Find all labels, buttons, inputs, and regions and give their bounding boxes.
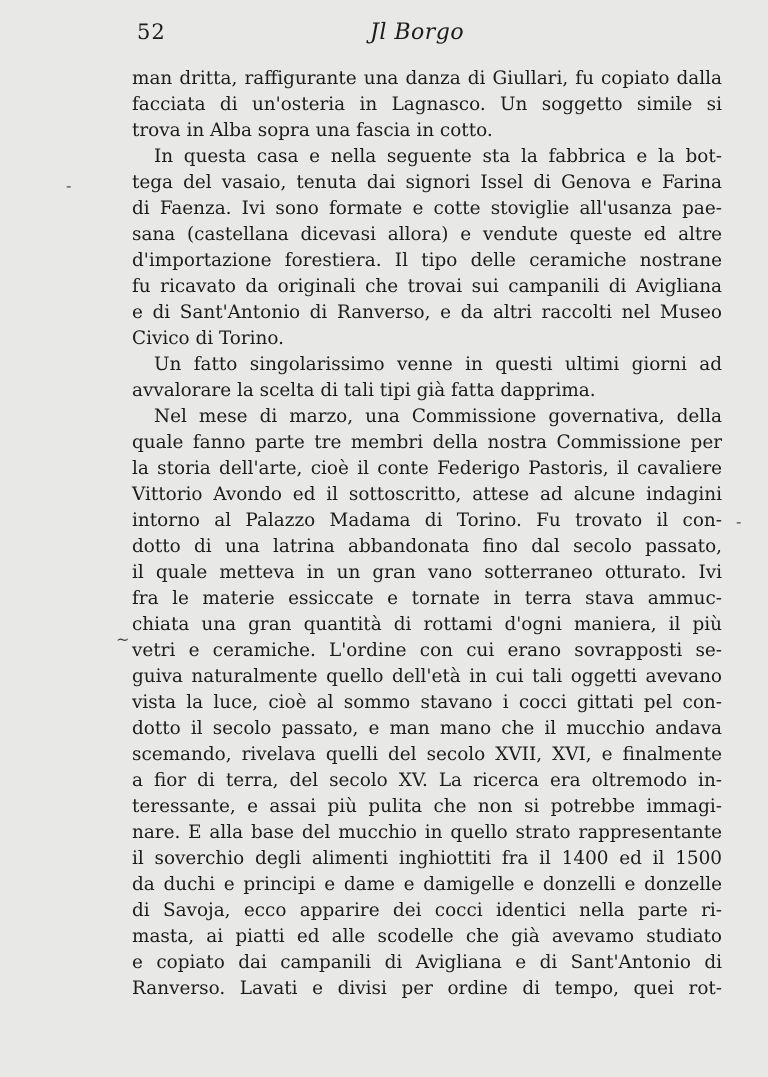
text-line: Civico di Torino. (132, 328, 284, 349)
text-line: la storia dell'arte, cioè il conte Federigo Pastoris, il cavaliere (132, 458, 722, 479)
text-line: da duchi e principi e dame e damigelle e donzelli e donzelle (132, 874, 722, 895)
margin-mark: - (66, 176, 72, 195)
margin-mark: ~ (116, 630, 130, 649)
text-line: avvalorare la scelta di tali tipi già fatta dapprima. (132, 380, 596, 401)
text-line: nare. E alla base del mucchio in quello strato rappresentante (132, 822, 722, 843)
text-line: trova in Alba sopra una fascia in cotto. (132, 120, 493, 141)
text-line: guiva naturalmente quello dell'età in cui tali oggetti avevano (132, 666, 722, 687)
body-text (132, 66, 722, 1002)
text-line: teressante, e assai più pulita che non si potrebbe immagi- (132, 796, 722, 817)
text-line: di Faenza. Ivi sono formate e cotte stoviglie all'usanza pae- (132, 198, 722, 219)
text-line: fra le materie essiccate e tornate in terra stava ammuc- (132, 588, 722, 609)
text-line: facciata di un'osteria in Lagnasco. Un soggetto simile si (132, 94, 722, 115)
running-title: Jl Borgo (370, 20, 465, 45)
text-line: man dritta, raffigurante una danza di Giullari, fu copiato dalla (132, 68, 722, 89)
text-line: d'importazione forestiera. Il tipo delle ceramiche nostrane (132, 250, 722, 271)
text-line: di Savoja, ecco apparire dei cocci identici nella parte ri- (132, 900, 722, 921)
text-line: intorno al Palazzo Madama di Torino. Fu trovato il con- (132, 510, 722, 531)
margin-mark: - (736, 512, 742, 531)
page-number: 52 (137, 20, 166, 44)
text-line: masta, ai piatti ed alle scodelle che già avevamo studiato (132, 926, 722, 947)
text-line: e copiato dai campanili di Avigliana e di Sant'Antonio di (132, 952, 722, 973)
text-line: Vittorio Avondo ed il sottoscritto, attese ad alcune indagini (132, 484, 722, 505)
text-line: a fior di terra, del secolo XV. La ricerca era oltremodo in- (132, 770, 722, 791)
text-line: dotto il secolo passato, e man mano che il mucchio andava (132, 718, 722, 739)
text-line: Ranverso. Lavati e divisi per ordine di tempo, quei rot- (132, 978, 722, 999)
text-line: tega del vasaio, tenuta dai signori Issel di Genova e Farina (132, 172, 722, 193)
text-line: scemando, rivelava quelli del secolo XVII, XVI, e finalmente (132, 744, 722, 765)
text-line: vetri e ceramiche. L'ordine con cui erano sovrapposti se- (132, 640, 722, 661)
text-line: fu ricavato da originali che trovai sui campanili di Avigliana (132, 276, 722, 297)
text-line: il soverchio degli alimenti inghiottiti fra il 1400 ed il 1500 (132, 848, 722, 869)
text-line: In questa casa e nella seguente sta la fabbrica e la bot- (154, 146, 722, 167)
text-line: chiata una gran quantità di rottami d'ogni maniera, il più (132, 614, 722, 635)
text-line: quale fanno parte tre membri della nostra Commissione per (132, 432, 722, 453)
text-line: sana (castellana dicevasi allora) e vendute queste ed altre (132, 224, 722, 245)
text-line: e di Sant'Antonio di Ranverso, e da altri raccolti nel Museo (132, 302, 722, 323)
text-line: Un fatto singolarissimo venne in questi ultimi giorni ad (154, 354, 722, 375)
text-line: il quale metteva in un gran vano sotterraneo otturato. Ivi (132, 562, 722, 583)
text-line: vista la luce, cioè al sommo stavano i cocci gittati pel con- (132, 692, 722, 713)
text-line: dotto di una latrina abbandonata fino dal secolo passato, (132, 536, 722, 557)
text-line: Nel mese di marzo, una Commissione governativa, della (154, 406, 722, 427)
